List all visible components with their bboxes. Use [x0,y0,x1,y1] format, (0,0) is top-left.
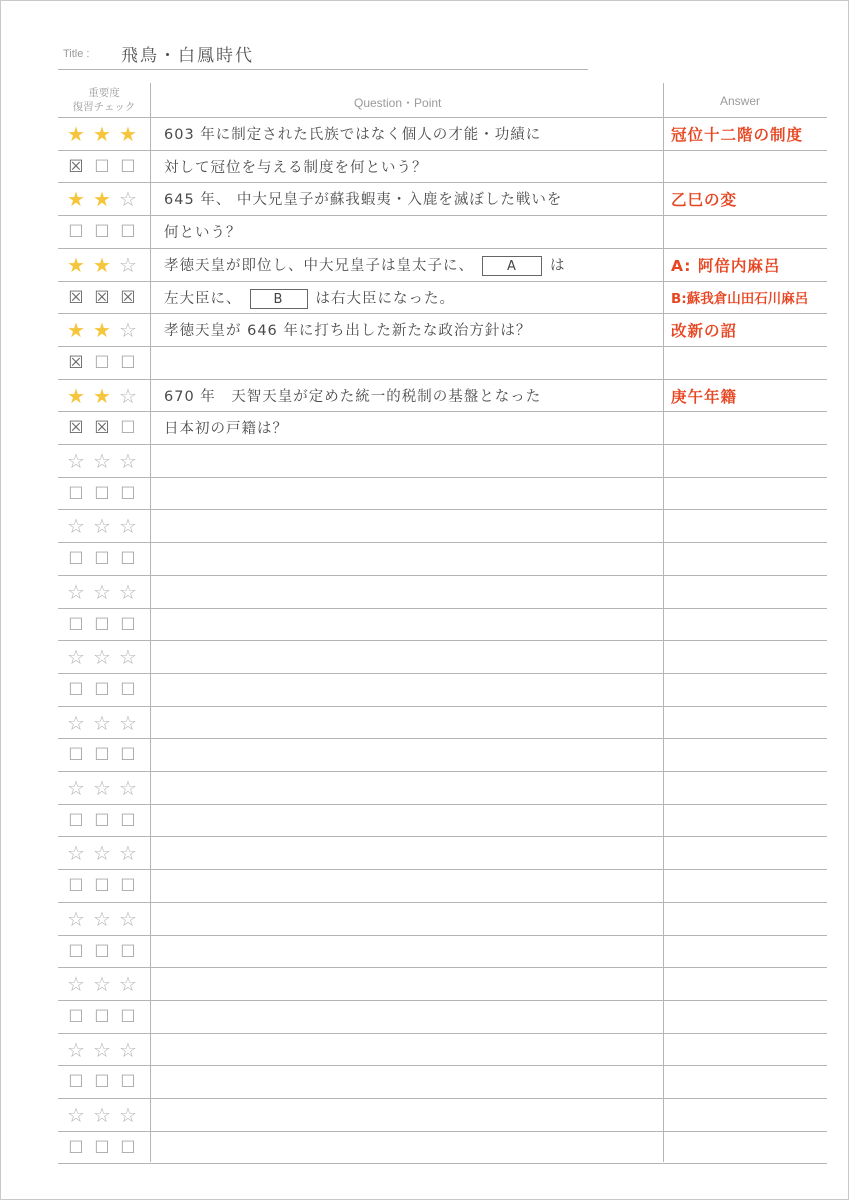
question-text[interactable] [164,609,664,641]
star-icon[interactable]: ☆ [119,841,137,865]
answer-text[interactable] [671,968,825,1000]
title-label: Title : [63,48,90,60]
question-text[interactable] [164,282,664,314]
question-text[interactable] [164,249,664,281]
question-text[interactable] [164,837,664,869]
star-icon[interactable]: ☆ [119,580,137,604]
blank-box: A [482,256,542,276]
star-icon[interactable]: ☆ [93,972,111,996]
answer-text[interactable] [671,1001,825,1033]
question-text[interactable] [164,870,664,902]
star-icon[interactable]: ★ [93,384,111,408]
review-checkboxes [63,739,149,771]
checkbox-icon[interactable]: ☐ [68,942,84,962]
answer-text[interactable] [671,543,825,575]
checked-checkbox-icon[interactable]: ☒ [68,418,84,438]
checkbox-icon[interactable]: ☐ [120,745,136,765]
checkbox-icon[interactable]: ☐ [94,157,110,177]
table-row [58,1001,827,1033]
importance-stars [63,837,149,869]
checkbox-icon[interactable]: ☐ [120,1072,136,1092]
star-icon[interactable]: ☆ [93,711,111,735]
importance-stars [63,772,149,804]
checked-checkbox-icon[interactable]: ☒ [68,157,84,177]
importance-stars [63,445,149,477]
review-checkboxes [63,870,149,902]
answer-text[interactable] [671,903,825,935]
star-icon[interactable]: ☆ [93,1103,111,1127]
star-icon[interactable]: ☆ [93,1038,111,1062]
checkbox-icon[interactable]: ☐ [68,549,84,569]
importance-stars [63,707,149,739]
table-row [58,936,827,968]
checkbox-icon[interactable]: ☐ [94,876,110,896]
checkbox-icon[interactable]: ☐ [94,745,110,765]
star-icon[interactable]: ☆ [119,187,137,211]
checkbox-icon[interactable]: ☐ [120,222,136,242]
table-row [58,380,827,412]
question-text-after: は [550,258,566,274]
star-icon[interactable]: ☆ [119,253,137,277]
checkbox-icon[interactable]: ☐ [94,680,110,700]
answer-text[interactable] [671,805,825,837]
star-icon[interactable]: ☆ [119,384,137,408]
title-underline [58,69,588,70]
question-text[interactable]: 対して冠位を与える制度を何という？ [164,160,428,176]
table-row [58,118,827,150]
star-icon[interactable]: ☆ [119,776,137,800]
table-row [58,968,827,1000]
checkbox-icon[interactable]: ☐ [120,549,136,569]
review-checkboxes [63,347,149,379]
review-checkboxes [63,543,149,575]
star-icon[interactable]: ☆ [67,841,85,865]
checkbox-icon[interactable]: ☐ [94,615,110,635]
answer-text[interactable] [671,609,825,641]
review-checkboxes [63,936,149,968]
star-icon[interactable]: ☆ [93,776,111,800]
checkbox-icon[interactable]: ☐ [94,811,110,831]
answer-text[interactable]: A: 阿倍内麻呂 [671,257,781,275]
answer-text[interactable]: 庚午年籍 [671,388,738,406]
star-icon[interactable]: ☆ [67,580,85,604]
star-icon[interactable]: ☆ [119,1103,137,1127]
review-checkboxes [63,1066,149,1098]
question-text[interactable] [164,510,664,542]
importance-stars [63,510,149,542]
answer-text[interactable] [671,510,825,542]
review-checkboxes [63,805,149,837]
answer-text[interactable] [671,445,825,477]
importance-stars [63,576,149,608]
question-text[interactable] [164,707,664,739]
checkbox-icon[interactable]: ☐ [120,942,136,962]
question-text[interactable]: 日本初の戸籍は？ [164,421,288,437]
star-icon[interactable]: ☆ [67,514,85,538]
table-row [58,216,827,248]
checkbox-icon[interactable]: ☐ [68,1138,84,1158]
answer-text[interactable] [671,837,825,869]
blank-box: B [250,289,308,309]
answer-text[interactable] [671,576,825,608]
star-icon[interactable]: ★ [93,253,111,277]
answer-text[interactable] [671,216,825,248]
answer-text[interactable] [671,1034,825,1066]
star-icon[interactable]: ☆ [119,318,137,342]
header-answer: Answer [720,94,761,108]
star-icon[interactable]: ☆ [67,645,85,669]
question-text[interactable] [164,347,664,379]
answer-text[interactable] [671,772,825,804]
checked-checkbox-icon[interactable]: ☒ [68,353,84,373]
answer-text[interactable] [671,151,825,183]
table-row [58,478,827,510]
checkbox-icon[interactable]: ☐ [94,1072,110,1092]
review-checkboxes [63,412,149,444]
checkbox-icon[interactable]: ☐ [120,876,136,896]
question-text[interactable] [164,543,664,575]
answer-text[interactable] [671,641,825,673]
checkbox-icon[interactable]: ☐ [68,745,84,765]
checkbox-icon[interactable]: ☐ [94,222,110,242]
star-icon[interactable]: ☆ [67,907,85,931]
checkbox-icon[interactable]: ☐ [120,811,136,831]
checkbox-icon[interactable]: ☐ [120,1138,136,1158]
review-checkboxes [63,609,149,641]
star-icon[interactable]: ☆ [67,1103,85,1127]
star-icon[interactable]: ☆ [93,841,111,865]
checkbox-icon[interactable]: ☐ [120,157,136,177]
question-text-before: 孝徳天皇が即位し、中大兄皇子は皇太子に、 [164,258,474,274]
question-text[interactable] [164,739,664,771]
checkbox-icon[interactable]: ☐ [120,680,136,700]
question-text[interactable] [164,772,664,804]
checkbox-icon[interactable]: ☐ [68,1072,84,1092]
table-row [58,1066,827,1098]
question-text[interactable] [164,936,664,968]
star-icon[interactable]: ★ [93,318,111,342]
table-row [58,1132,827,1164]
answer-text[interactable] [671,707,825,739]
answer-text[interactable]: 改新の詔 [671,322,738,340]
question-text[interactable] [164,968,664,1000]
table-row [58,1034,827,1066]
checkbox-icon[interactable]: ☐ [68,222,84,242]
answer-text[interactable] [671,347,825,379]
importance-stars [63,183,149,215]
checked-checkbox-icon[interactable]: ☒ [94,288,110,308]
checkbox-icon[interactable]: ☐ [68,484,84,504]
checkbox-icon[interactable]: ☐ [94,942,110,962]
question-text[interactable]: 670 年 天智天皇が定めた統一的税制の基盤となった [164,389,542,405]
review-checkboxes [63,1132,149,1164]
question-text-after: は右大臣になった。 [315,291,455,307]
header-importance: 重要度 [88,87,120,99]
table-row [58,805,827,837]
table-row [58,739,827,771]
star-icon[interactable]: ☆ [93,514,111,538]
answer-text[interactable]: 乙巳の変 [671,191,738,209]
answer-text[interactable] [671,412,825,444]
checkbox-icon[interactable]: ☐ [68,1007,84,1027]
question-text[interactable] [164,1066,664,1098]
table-row [58,183,827,215]
answer-text[interactable]: B:蘇我倉山田石川麻呂 [671,291,809,307]
star-icon[interactable]: ☆ [119,514,137,538]
review-table [58,83,827,1163]
question-text[interactable] [164,641,664,673]
review-checkboxes [63,674,149,706]
table-row [58,412,827,444]
checkbox-icon[interactable]: ☐ [68,876,84,896]
question-text[interactable]: 孝徳天皇が 646 年に打ち出した新たな政治方針は？ [164,323,532,339]
star-icon[interactable]: ☆ [119,907,137,931]
table-row [58,510,827,542]
question-text[interactable]: 何という？ [164,225,242,241]
answer-text[interactable] [671,739,825,771]
question-text-before: 左大臣に、 [164,291,242,307]
question-text[interactable] [164,1099,664,1131]
checkbox-icon[interactable]: ☐ [68,811,84,831]
checkbox-icon[interactable]: ☐ [94,353,110,373]
answer-text[interactable] [671,1099,825,1131]
table-row [58,837,827,869]
table-row [58,347,827,379]
table-row [58,707,827,739]
question-text[interactable] [164,576,664,608]
star-icon[interactable]: ★ [93,187,111,211]
review-checkboxes [63,478,149,510]
table-row [58,903,827,935]
importance-stars [63,968,149,1000]
table-row [58,445,827,477]
table-row [58,641,827,673]
checkbox-icon[interactable]: ☐ [68,615,84,635]
table-row [58,1099,827,1131]
table-row [58,249,827,281]
checked-checkbox-icon[interactable]: ☒ [120,288,136,308]
checked-checkbox-icon[interactable]: ☒ [94,418,110,438]
star-icon[interactable]: ☆ [93,907,111,931]
importance-stars [63,641,149,673]
answer-text[interactable] [671,1066,825,1098]
importance-stars [63,1034,149,1066]
header-review-check: 復習チェック [72,101,136,113]
table-row [58,282,827,314]
review-checkboxes [63,282,149,314]
table-row [58,870,827,902]
star-icon[interactable]: ☆ [67,776,85,800]
question-text[interactable] [164,1034,664,1066]
star-icon[interactable]: ☆ [67,711,85,735]
checkbox-icon[interactable]: ☐ [120,353,136,373]
importance-stars [63,314,149,346]
answer-text[interactable] [671,870,825,902]
checkbox-icon[interactable]: ☐ [94,1138,110,1158]
star-icon[interactable]: ☆ [67,972,85,996]
importance-stars [63,903,149,935]
checkbox-icon[interactable]: ☐ [120,418,136,438]
answer-text[interactable] [671,1132,825,1164]
star-icon[interactable]: ☆ [93,580,111,604]
review-checkboxes [63,151,149,183]
table-row [58,576,827,608]
star-icon[interactable]: ★ [67,122,85,146]
checkbox-icon[interactable]: ☐ [120,615,136,635]
question-text[interactable] [164,805,664,837]
header-mark-column [58,83,150,117]
star-icon[interactable]: ☆ [119,711,137,735]
star-icon[interactable]: ☆ [119,645,137,669]
checkbox-icon[interactable]: ☐ [120,484,136,504]
question-text[interactable]: 645 年、 中大兄皇子が蘇我蝦夷・入鹿を滅ぼした戦いを [164,192,563,208]
answer-text[interactable] [671,478,825,510]
star-icon[interactable]: ☆ [119,972,137,996]
star-icon[interactable]: ☆ [119,449,137,473]
importance-stars [63,249,149,281]
checkbox-icon[interactable]: ☐ [120,1007,136,1027]
checkbox-icon[interactable]: ☐ [68,680,84,700]
star-icon[interactable]: ☆ [67,1038,85,1062]
question-text[interactable] [164,903,664,935]
star-icon[interactable]: ★ [67,318,85,342]
question-text[interactable] [164,478,664,510]
review-checkboxes [63,1001,149,1033]
page-title[interactable]: 飛鳥・白鳳時代 [121,46,254,66]
question-text[interactable] [164,445,664,477]
checkbox-icon[interactable]: ☐ [94,1007,110,1027]
importance-stars [63,1099,149,1131]
star-icon[interactable]: ☆ [93,449,111,473]
question-text[interactable] [164,1132,664,1164]
answer-text[interactable]: 冠位十二階の制度 [671,126,804,144]
star-icon[interactable]: ☆ [67,449,85,473]
table-row [58,151,827,183]
header-question: Question・Point [354,96,442,110]
star-icon[interactable]: ★ [67,384,85,408]
star-icon[interactable]: ☆ [119,1038,137,1062]
question-text[interactable]: 603 年に制定された氏族ではなく個人の才能・功績に [164,127,542,143]
star-icon[interactable]: ★ [67,253,85,277]
table-row [58,674,827,706]
question-text[interactable] [164,1001,664,1033]
table-row [58,772,827,804]
answer-text[interactable] [671,936,825,968]
review-checkboxes [63,216,149,248]
star-icon[interactable]: ★ [93,122,111,146]
checkbox-icon[interactable]: ☐ [94,549,110,569]
star-icon[interactable]: ★ [119,122,137,146]
importance-stars [63,118,149,150]
importance-stars [63,380,149,412]
table-row [58,609,827,641]
star-icon[interactable]: ★ [67,187,85,211]
table-row [58,314,827,346]
checkbox-icon[interactable]: ☐ [94,484,110,504]
answer-text[interactable] [671,674,825,706]
checked-checkbox-icon[interactable]: ☒ [68,288,84,308]
table-row [58,543,827,575]
star-icon[interactable]: ☆ [93,645,111,669]
question-text[interactable] [164,674,664,706]
